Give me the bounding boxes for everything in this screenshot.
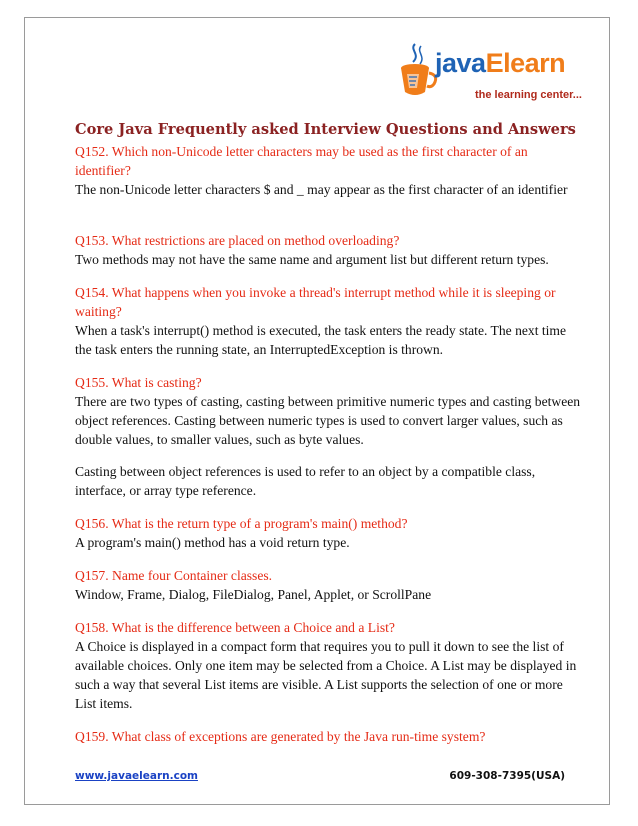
question-159: Q159. What class of exceptions are generated by the Java run-time system? (75, 729, 486, 744)
answer-152: The non-Unicode letter characters $ and _ may appear as the first character of an identifier (75, 182, 568, 197)
answer-153: Two methods may not have the same name and argument list but different return types. (75, 252, 549, 267)
question-153: Q153. What restrictions are placed on method overloading? (75, 233, 400, 248)
answer-154: When a task's interrupt() method is executed, the task enters the ready state. The next time the task enters the running state, an InterruptedException is thrown. (75, 323, 567, 357)
document-body (75, 120, 585, 746)
logo-elearn-text: Elearn (485, 48, 566, 78)
coffee-cup-icon (393, 42, 439, 102)
javaelearn-logo (393, 36, 583, 108)
page-footer (75, 770, 565, 782)
answer-158: A Choice is displayed in a compact form that requires you to pull it down to see the list of available choices. Only one item may be selected from a Choice. A List may be displayed in such a way that several List items are visible. A List supports the selection of one or more List items. (75, 639, 577, 711)
logo-java-text: java (435, 48, 486, 78)
page-title: Core Java Frequently asked Interview Questions and Answers (75, 121, 576, 138)
logo-wordmark (435, 50, 565, 77)
question-152: Q152. Which non-Unicode letter characters may be used as the first character of an identifier? (75, 144, 528, 178)
phone-number: 609-308-7395(USA) (449, 770, 565, 782)
answer-156: A program's main() method has a void return type. (75, 535, 350, 550)
answer-157: Window, Frame, Dialog, FileDialog, Panel, Applet, or ScrollPane (75, 587, 432, 602)
answer-155-part-2: Casting between object references is used to refer to an object by a compatible class, interface, or array type reference. (75, 464, 536, 498)
question-158: Q158. What is the difference between a Choice and a List? (75, 620, 395, 635)
answer-155-part-1: There are two types of casting, casting between primitive numeric types and casting between object references. Casting between numeric types is used to convert larger values, such as double values, to smaller values, such as byte values. (75, 394, 581, 447)
question-157: Q157. Name four Container classes. (75, 568, 273, 583)
logo-tagline: the learning center... (475, 89, 582, 101)
website-link[interactable]: www.javaelearn.com (75, 770, 198, 782)
question-156: Q156. What is the return type of a program's main() method? (75, 516, 408, 531)
question-155: Q155. What is casting? (75, 375, 202, 390)
question-154: Q154. What happens when you invoke a thread's interrupt method while it is sleeping or waiting? (75, 285, 556, 319)
